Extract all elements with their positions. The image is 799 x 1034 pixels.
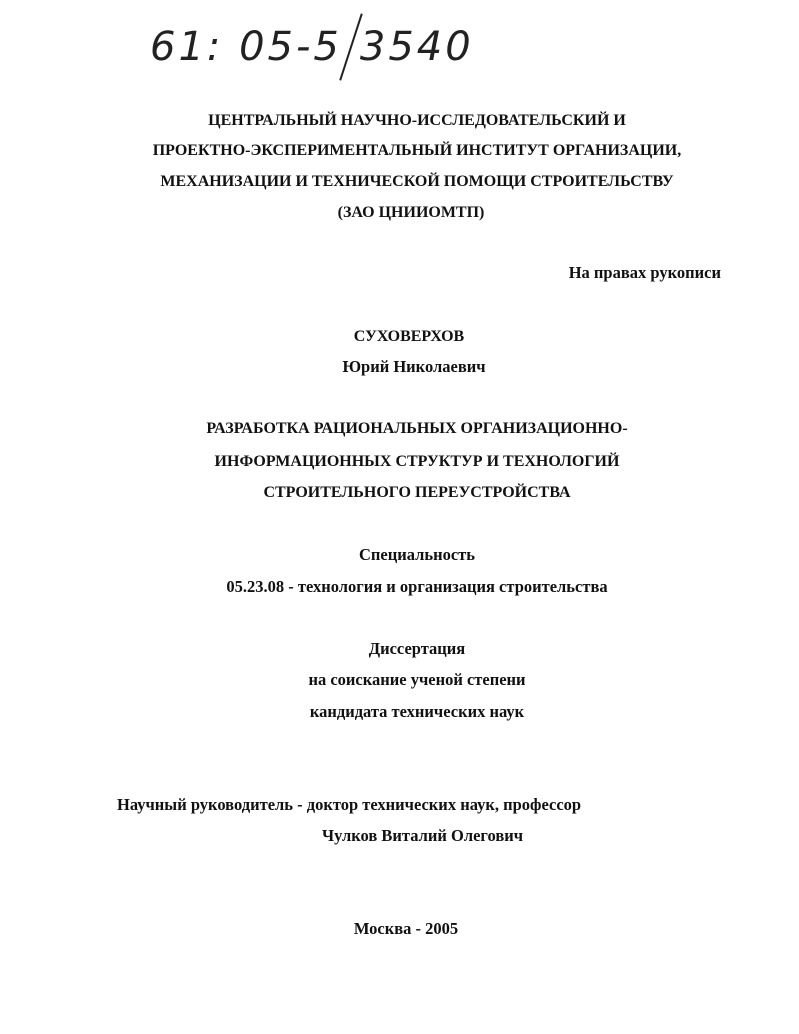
- place-year: Москва - 2005: [353, 919, 459, 938]
- institution-line: МЕХАНИЗАЦИИ И ТЕХНИЧЕСКОЙ ПОМОЩИ СТРОИТЕЛЬСТВУ: [160, 173, 674, 190]
- manuscript-note: На правах рукописи: [568, 263, 721, 282]
- institution-line: ЦЕНТРАЛЬНЫЙ НАУЧНО-ИССЛЕДОВАТЕЛЬСКИЙ И: [208, 112, 626, 129]
- catalog-number-suffix: 3540: [359, 24, 474, 70]
- thesis-title-line: СТРОИТЕЛЬНОГО ПЕРЕУСТРОЙСТВА: [263, 484, 571, 501]
- supervisor-name: Чулков Виталий Олегович: [322, 826, 524, 845]
- author-surname: СУХОВЕРХОВ: [353, 328, 465, 345]
- author-name: Юрий Николаевич: [342, 357, 486, 376]
- institution-abbreviation: (ЗАО ЦНИИОМТП): [337, 204, 485, 221]
- thesis-title-line: РАЗРАБОТКА РАЦИОНАЛЬНЫХ ОРГАНИЗАЦИОННО-: [206, 420, 628, 437]
- handwritten-catalog-number: [150, 12, 474, 82]
- degree-line: Диссертация: [368, 639, 466, 658]
- institution-line: ПРОЕКТНО-ЭКСПЕРИМЕНТАЛЬНЫЙ ИНСТИТУТ ОРГАНИЗАЦИИ,: [152, 142, 682, 159]
- degree-line: на соискание ученой степени: [308, 670, 526, 689]
- thesis-title-line: ИНФОРМАЦИОННЫХ СТРУКТУР И ТЕХНОЛОГИЙ: [214, 453, 620, 470]
- catalog-number-prefix: 61: 05-5: [150, 24, 342, 70]
- specialty-label: Специальность: [358, 545, 476, 564]
- supervisor-label: Научный руководитель - доктор технических наук, профессор: [117, 795, 582, 814]
- degree-line: кандидата технических наук: [309, 702, 525, 721]
- specialty-value: 05.23.08 - технология и организация строительства: [226, 577, 608, 596]
